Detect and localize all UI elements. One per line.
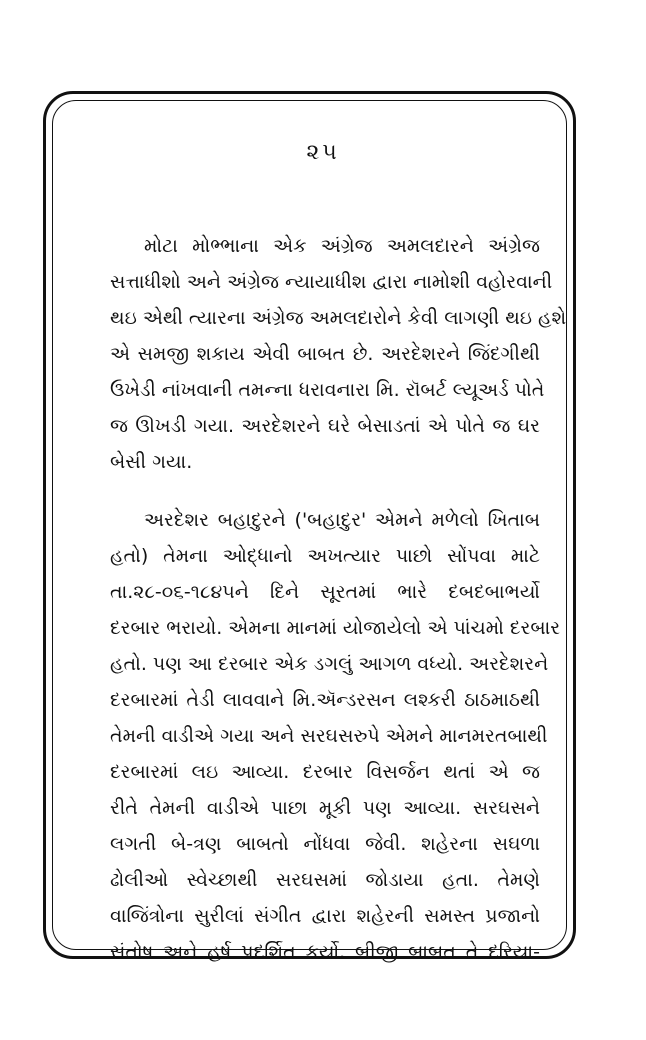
paragraph-2 (110, 502, 561, 970)
body-text (110, 228, 567, 970)
paragraph-1 (110, 228, 567, 480)
text-line: એ સમજી શકાય એવી બાબત છે. અરદેશરને જિંદગીથી (110, 343, 540, 365)
text-line: મોટા મોભ્ભાના એક અંગ્રેજ અમલદારને અંગ્રેજ (144, 235, 540, 257)
text-line: અરદેશર બહાદુરને ('બહાદુર' એમને મળેલો ખિતાબ (144, 509, 540, 531)
text-line: લગતી બે-ત્રણ બાબતો નોંધવા જેવી. શહેરના સઘળા (110, 833, 540, 855)
text-line: રીતે તેમની વાડીએ પાછા મૂકી પણ આવ્યા. સરઘસને (110, 797, 540, 819)
page-number: ૨૫ (306, 140, 340, 165)
text-line: દરબારમાં તેડી લાવવાને મિ.ઍન્ડરસન લશ્કરી ઠાઠમાઠથી (110, 689, 540, 711)
text-line: સંતોષ અને હર્ષ પ્રદર્શિત કર્યો. બીજી બાબત તે દરિયા- (110, 941, 540, 963)
text-line: જ ઊખડી ગયા. અરદેશરને ઘરે બેસાડતાં એ પોતે જ ઘર (110, 415, 540, 437)
text-line: દરબારમાં લઇ આવ્યા. દરબાર વિસર્જન થતાં એ જ (110, 761, 540, 783)
text-line: હતો. પણ આ દરબાર એક ડગલું આગળ વધ્યો. અરદેશરને (110, 653, 549, 675)
text-line: વાજિંત્રોના સુરીલાં સંગીત દ્વારા શહેરની સમસ્ત પ્રજાનો (110, 905, 540, 927)
text-line: તેમની વાડીએ ગયા અને સરઘસરુપે એમને માનમરતબાથી (110, 725, 548, 747)
text-line: સત્તાધીશો અને અંગ્રેજ ન્યાયાધીશ દ્વારા નામોશી વહોરવાની (110, 271, 553, 293)
text-line: થઇ એથી ત્યારના અંગ્રેજ અમલદારોને કેવી લાગણી થઇ હશે (110, 307, 567, 329)
text-line: ઉખેડી નાંખવાની તમન્ના ધરાવનારા મિ. રૉબર્ટ લ્યૂઅર્ડ પોતે (110, 379, 545, 401)
text-line: તા.૨૮-૦૬-૧૮૪૫ને દિને સૂરતમાં ભારે દબદબાભર્યો (110, 581, 540, 603)
text-line: બેસી ગયા. (110, 451, 193, 473)
text-line: ઢોલીઓ સ્વેચ્છાથી સરઘસમાં જોડાયા હતા. તેમણે (110, 869, 540, 891)
text-line: દરબાર ભરાયો. એમના માનમાં યોજાયેલો એ પાંચમો દરબાર (110, 617, 561, 639)
text-line: હતો) તેમના ઓદ્ધાનો અખત્યાર પાછો સોંપવા માટે (110, 545, 540, 567)
